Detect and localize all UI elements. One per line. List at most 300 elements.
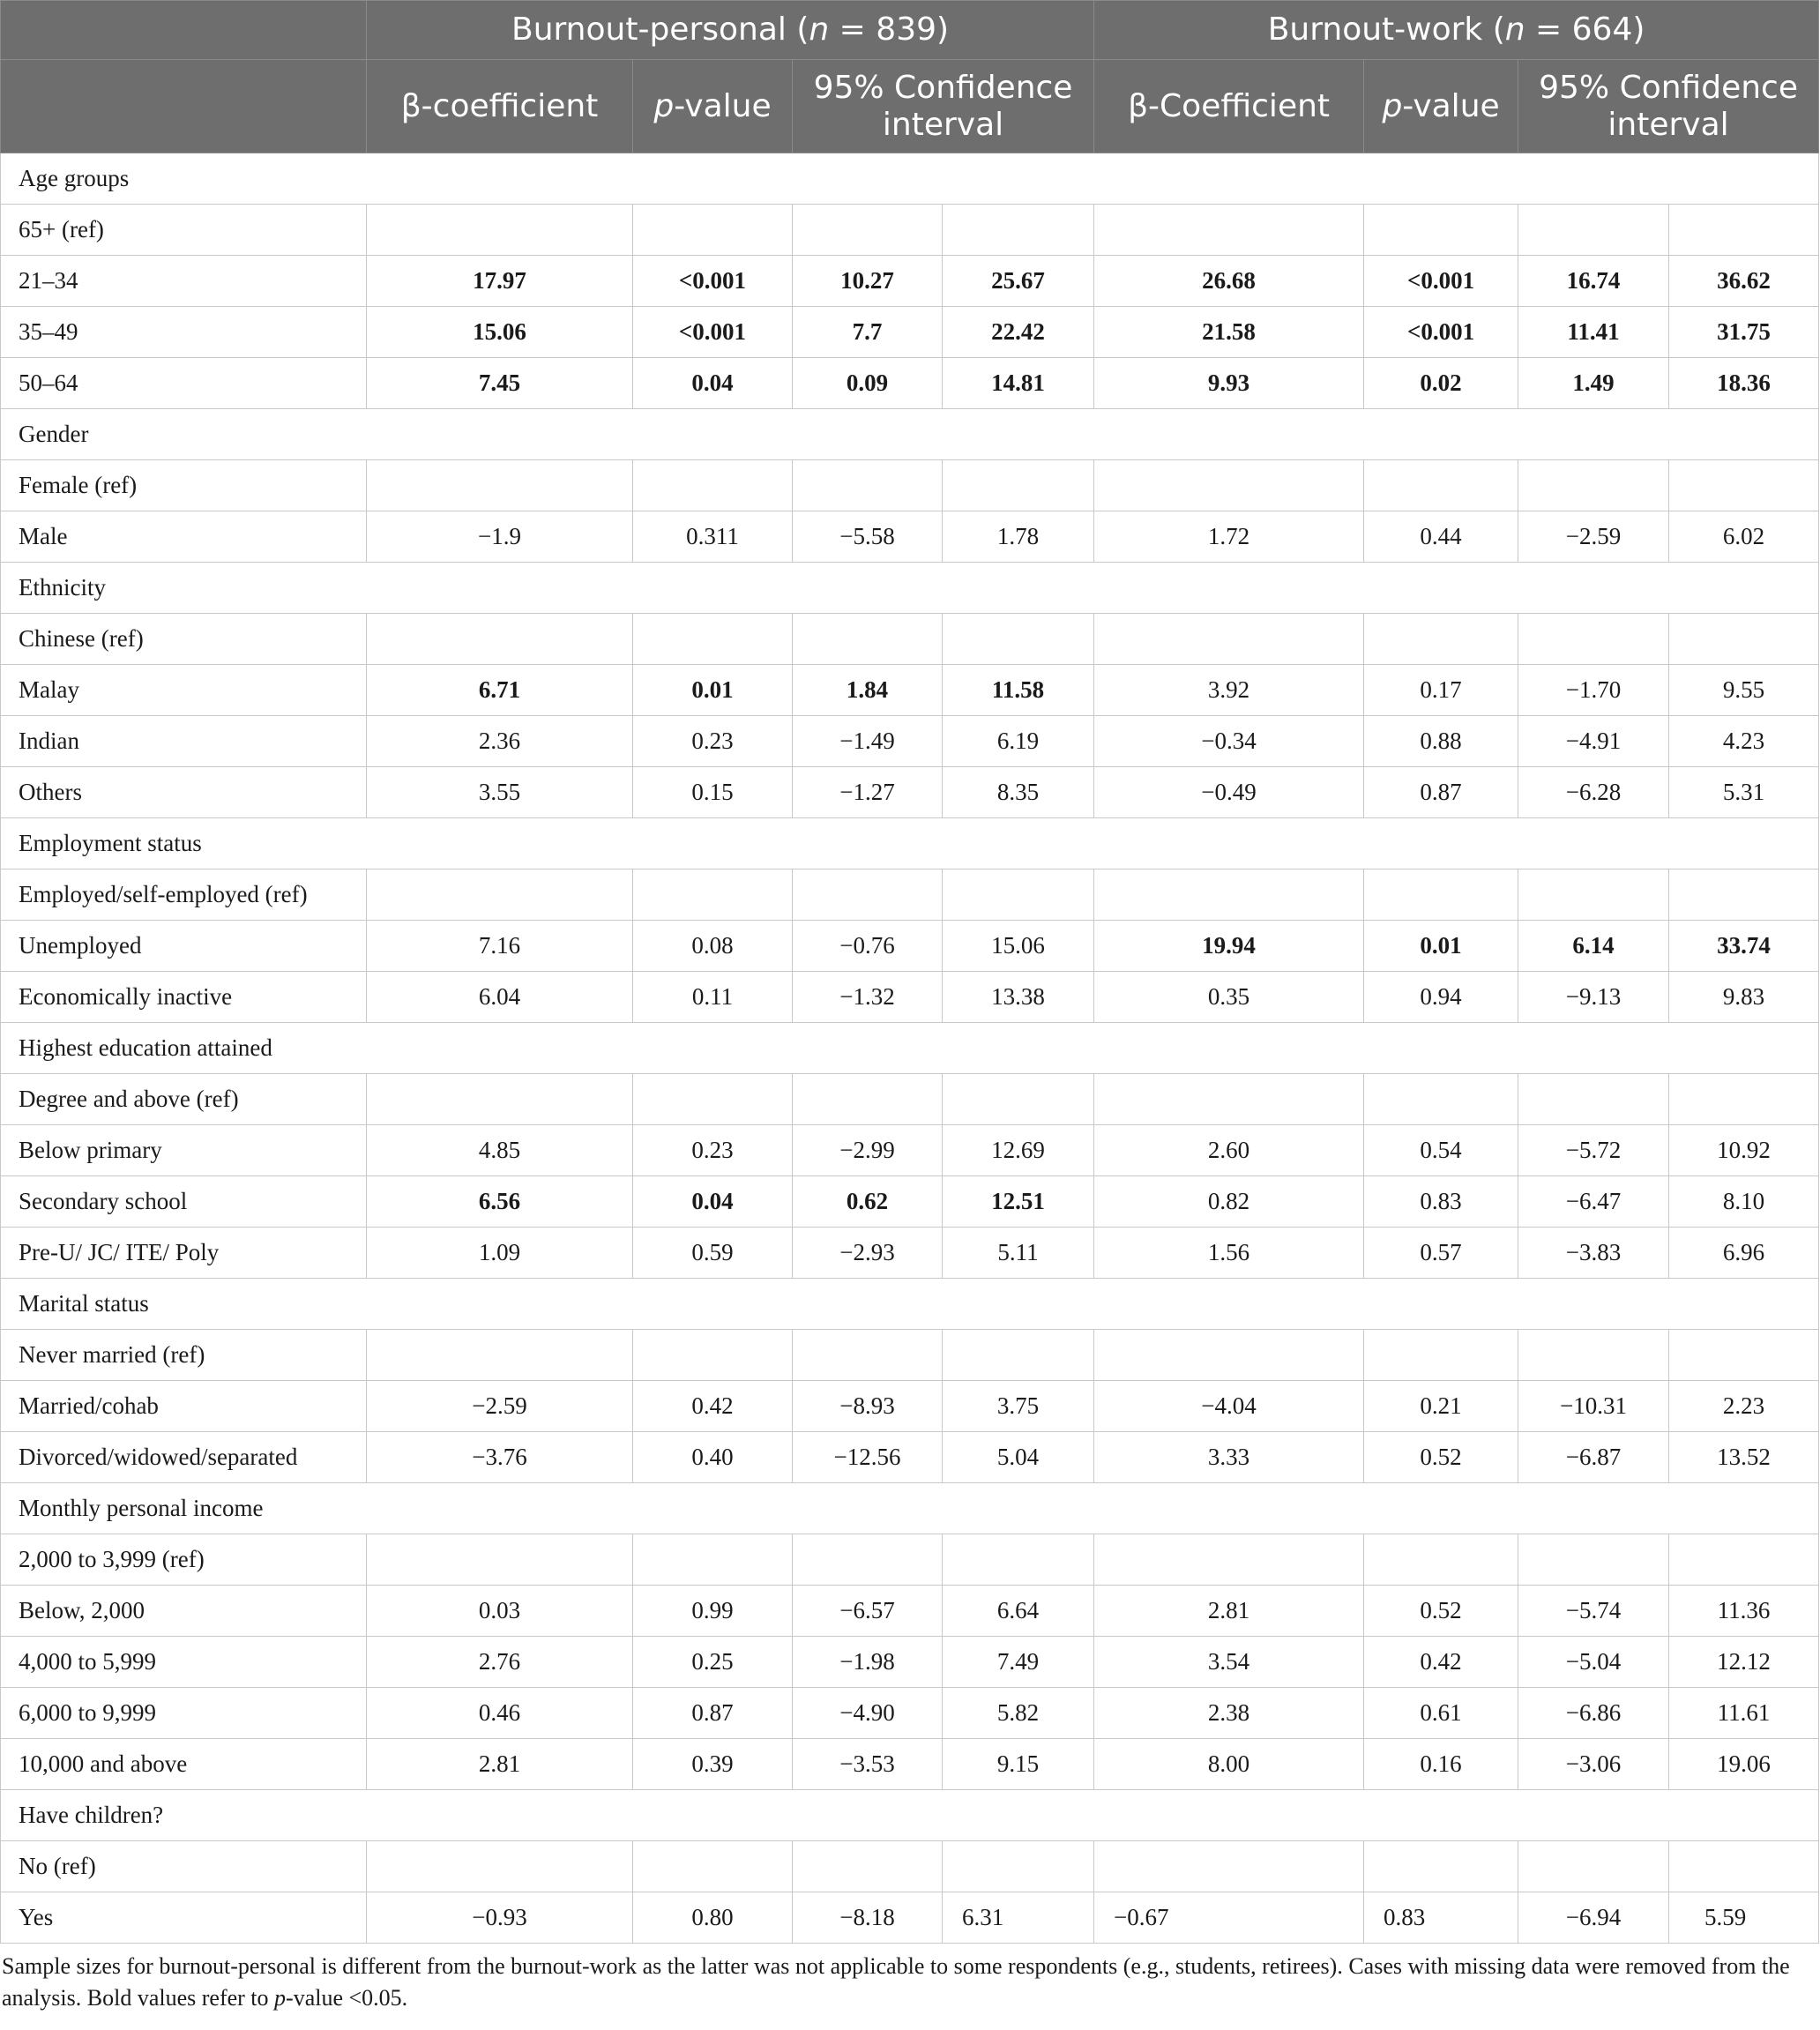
- table-body: [1, 153, 1819, 1944]
- value-cell: −4.04: [1094, 1381, 1364, 1432]
- value-cell: −4.91: [1518, 716, 1669, 767]
- value-cell: [633, 614, 793, 665]
- value-cell: [633, 1841, 793, 1892]
- row-label: Degree and above (ref): [1, 1074, 367, 1125]
- value-cell: 13.52: [1669, 1432, 1819, 1483]
- table-row: [1, 511, 1819, 563]
- value-cell: −0.67: [1094, 1892, 1364, 1944]
- value-cell: 0.40: [633, 1432, 793, 1483]
- value-cell: 10.27: [793, 256, 943, 307]
- value-cell: [1518, 1330, 1669, 1381]
- value-cell: [633, 1534, 793, 1586]
- value-cell: 6.02: [1669, 511, 1819, 563]
- value-cell: −6.87: [1518, 1432, 1669, 1483]
- header-group1-prefix: Burnout-personal (: [511, 11, 809, 48]
- value-cell: 0.17: [1364, 665, 1518, 716]
- row-label: Others: [1, 767, 367, 818]
- value-cell: −3.53: [793, 1739, 943, 1790]
- value-cell: 0.35: [1094, 972, 1364, 1023]
- value-cell: [1364, 614, 1518, 665]
- row-label: Male: [1, 511, 367, 563]
- row-label: Married/cohab: [1, 1381, 367, 1432]
- row-label: Yes: [1, 1892, 367, 1944]
- value-cell: −8.18: [793, 1892, 943, 1944]
- value-cell: −6.86: [1518, 1688, 1669, 1739]
- table-row: [1, 972, 1819, 1023]
- value-cell: −2.93: [793, 1228, 943, 1279]
- value-cell: 1.78: [943, 511, 1094, 563]
- value-cell: 18.36: [1669, 358, 1819, 409]
- value-cell: 0.11: [633, 972, 793, 1023]
- value-cell: [793, 205, 943, 256]
- row-label: 10,000 and above: [1, 1739, 367, 1790]
- value-cell: 0.83: [1364, 1176, 1518, 1228]
- section-row: [1, 1790, 1819, 1841]
- value-cell: 33.74: [1669, 921, 1819, 972]
- value-cell: 16.74: [1518, 256, 1669, 307]
- value-cell: [367, 205, 633, 256]
- value-cell: 0.82: [1094, 1176, 1364, 1228]
- value-cell: [1364, 460, 1518, 511]
- row-label: Female (ref): [1, 460, 367, 511]
- value-cell: <0.001: [1364, 307, 1518, 358]
- value-cell: −3.83: [1518, 1228, 1669, 1279]
- value-cell: <0.001: [633, 307, 793, 358]
- value-cell: −2.99: [793, 1125, 943, 1176]
- value-cell: [1669, 614, 1819, 665]
- value-cell: 2.60: [1094, 1125, 1364, 1176]
- value-cell: 2.38: [1094, 1688, 1364, 1739]
- value-cell: 0.57: [1364, 1228, 1518, 1279]
- row-label: Malay: [1, 665, 367, 716]
- value-cell: 5.31: [1669, 767, 1819, 818]
- row-label: 65+ (ref): [1, 205, 367, 256]
- section-row: [1, 153, 1819, 205]
- value-cell: −6.94: [1518, 1892, 1669, 1944]
- row-label: 2,000 to 3,999 (ref): [1, 1534, 367, 1586]
- value-cell: [367, 869, 633, 921]
- value-cell: −1.98: [793, 1637, 943, 1688]
- section-row: [1, 818, 1819, 869]
- value-cell: 0.04: [633, 358, 793, 409]
- value-cell: 0.54: [1364, 1125, 1518, 1176]
- value-cell: 3.55: [367, 767, 633, 818]
- table-row: [1, 1739, 1819, 1790]
- header-group2-suffix: = 664): [1525, 11, 1645, 48]
- value-cell: 8.00: [1094, 1739, 1364, 1790]
- section-label: Marital status: [1, 1279, 1819, 1330]
- value-cell: 9.93: [1094, 358, 1364, 409]
- value-cell: 6.96: [1669, 1228, 1819, 1279]
- value-cell: [1669, 1534, 1819, 1586]
- row-label: 21–34: [1, 256, 367, 307]
- table-row: [1, 358, 1819, 409]
- value-cell: −3.76: [367, 1432, 633, 1483]
- value-cell: −3.06: [1518, 1739, 1669, 1790]
- row-label: 35–49: [1, 307, 367, 358]
- table-row: [1, 1892, 1819, 1944]
- value-cell: 4.85: [367, 1125, 633, 1176]
- footnote-p-italic: p: [274, 1985, 287, 2011]
- value-cell: [1094, 1841, 1364, 1892]
- value-cell: 4.23: [1669, 716, 1819, 767]
- value-cell: [1669, 1330, 1819, 1381]
- value-cell: 0.88: [1364, 716, 1518, 767]
- table-row: [1, 1688, 1819, 1739]
- value-cell: 0.87: [633, 1688, 793, 1739]
- header-group1-suffix: = 839): [829, 11, 950, 48]
- row-label: 6,000 to 9,999: [1, 1688, 367, 1739]
- value-cell: <0.001: [633, 256, 793, 307]
- table-row: [1, 921, 1819, 972]
- value-cell: [1364, 1330, 1518, 1381]
- value-cell: [633, 869, 793, 921]
- table-row: [1, 1228, 1819, 1279]
- value-cell: [1518, 1841, 1669, 1892]
- header-p-personal: [633, 60, 793, 153]
- value-cell: 8.10: [1669, 1176, 1819, 1228]
- value-cell: 3.92: [1094, 665, 1364, 716]
- value-cell: [367, 1534, 633, 1586]
- row-label: Employed/self-employed (ref): [1, 869, 367, 921]
- header-group2-prefix: Burnout-work (: [1267, 11, 1505, 48]
- value-cell: 2.81: [1094, 1586, 1364, 1637]
- header-empty-cell: [1, 60, 367, 153]
- value-cell: 0.01: [633, 665, 793, 716]
- row-label: Chinese (ref): [1, 614, 367, 665]
- value-cell: −5.58: [793, 511, 943, 563]
- header-p-italic: p: [653, 87, 675, 124]
- value-cell: 2.23: [1669, 1381, 1819, 1432]
- value-cell: 17.97: [367, 256, 633, 307]
- value-cell: −0.34: [1094, 716, 1364, 767]
- value-cell: 6.64: [943, 1586, 1094, 1637]
- footnote-text: Sample sizes for burnout-personal is different from the burnout-work as the latter was not applicable to some respondents (e.g., students, retirees). Cases with missing data were removed from the analysis. Bold values refer to: [2, 1953, 1790, 2011]
- section-row: [1, 1023, 1819, 1074]
- row-label: Below primary: [1, 1125, 367, 1176]
- table-row: [1, 1586, 1819, 1637]
- value-cell: [367, 1074, 633, 1125]
- reference-row: [1, 1074, 1819, 1125]
- value-cell: 22.42: [943, 307, 1094, 358]
- value-cell: 6.31: [943, 1892, 1094, 1944]
- header-p-italic: p: [1382, 87, 1403, 124]
- value-cell: 7.49: [943, 1637, 1094, 1688]
- value-cell: 1.49: [1518, 358, 1669, 409]
- value-cell: [943, 460, 1094, 511]
- value-cell: −4.90: [793, 1688, 943, 1739]
- value-cell: [943, 1841, 1094, 1892]
- value-cell: 11.41: [1518, 307, 1669, 358]
- value-cell: [633, 1330, 793, 1381]
- table-row: [1, 665, 1819, 716]
- value-cell: <0.001: [1364, 256, 1518, 307]
- header-group1-n: n: [809, 11, 830, 48]
- value-cell: 5.04: [943, 1432, 1094, 1483]
- reference-row: [1, 460, 1819, 511]
- value-cell: −2.59: [367, 1381, 633, 1432]
- value-cell: [1364, 1534, 1518, 1586]
- value-cell: 0.16: [1364, 1739, 1518, 1790]
- header-empty-cell: [1, 1, 367, 60]
- table-row: [1, 1432, 1819, 1483]
- value-cell: −6.57: [793, 1586, 943, 1637]
- table-row: [1, 1125, 1819, 1176]
- value-cell: 0.87: [1364, 767, 1518, 818]
- value-cell: 6.04: [367, 972, 633, 1023]
- section-label: Ethnicity: [1, 563, 1819, 614]
- row-label: Below, 2,000: [1, 1586, 367, 1637]
- value-cell: −5.72: [1518, 1125, 1669, 1176]
- value-cell: 5.82: [943, 1688, 1094, 1739]
- value-cell: [367, 1841, 633, 1892]
- value-cell: 19.94: [1094, 921, 1364, 972]
- header-group-row: [1, 1, 1819, 60]
- value-cell: [793, 1534, 943, 1586]
- section-row: [1, 409, 1819, 460]
- value-cell: [1669, 1074, 1819, 1125]
- value-cell: 13.38: [943, 972, 1094, 1023]
- value-cell: 0.42: [633, 1381, 793, 1432]
- row-label: No (ref): [1, 1841, 367, 1892]
- value-cell: 26.68: [1094, 256, 1364, 307]
- value-cell: [793, 1074, 943, 1125]
- value-cell: 0.52: [1364, 1586, 1518, 1637]
- section-label: Gender: [1, 409, 1819, 460]
- value-cell: 0.03: [367, 1586, 633, 1637]
- value-cell: 0.39: [633, 1739, 793, 1790]
- value-cell: 3.33: [1094, 1432, 1364, 1483]
- reference-row: [1, 614, 1819, 665]
- value-cell: [943, 1534, 1094, 1586]
- value-cell: 0.46: [367, 1688, 633, 1739]
- value-cell: [943, 1074, 1094, 1125]
- value-cell: 0.23: [633, 1125, 793, 1176]
- value-cell: −12.56: [793, 1432, 943, 1483]
- value-cell: 1.72: [1094, 511, 1364, 563]
- value-cell: 6.14: [1518, 921, 1669, 972]
- value-cell: 5.11: [943, 1228, 1094, 1279]
- value-cell: [1094, 614, 1364, 665]
- header-ci-personal: 95% Confidence interval: [793, 60, 1094, 153]
- value-cell: [793, 460, 943, 511]
- section-label: Have children?: [1, 1790, 1819, 1841]
- value-cell: 11.61: [1669, 1688, 1819, 1739]
- header-group2-n: n: [1504, 11, 1525, 48]
- row-label: 4,000 to 5,999: [1, 1637, 367, 1688]
- row-label: Unemployed: [1, 921, 367, 972]
- table-row: [1, 1176, 1819, 1228]
- value-cell: [367, 1330, 633, 1381]
- value-cell: 25.67: [943, 256, 1094, 307]
- section-label: Highest education attained: [1, 1023, 1819, 1074]
- value-cell: [1094, 1534, 1364, 1586]
- header-burnout-work: [1094, 1, 1819, 60]
- value-cell: 0.311: [633, 511, 793, 563]
- value-cell: [1094, 460, 1364, 511]
- value-cell: 8.35: [943, 767, 1094, 818]
- value-cell: −1.70: [1518, 665, 1669, 716]
- value-cell: 0.80: [633, 1892, 793, 1944]
- value-cell: 15.06: [367, 307, 633, 358]
- value-cell: [1518, 205, 1669, 256]
- reference-row: [1, 869, 1819, 921]
- header-p-suffix: -value: [1402, 87, 1500, 124]
- value-cell: [1518, 460, 1669, 511]
- value-cell: 0.99: [633, 1586, 793, 1637]
- value-cell: −9.13: [1518, 972, 1669, 1023]
- value-cell: [1094, 1074, 1364, 1125]
- section-label: Employment status: [1, 818, 1819, 869]
- value-cell: 5.59: [1669, 1892, 1819, 1944]
- value-cell: [1094, 205, 1364, 256]
- header-beta-personal: β-coefficient: [367, 60, 633, 153]
- value-cell: −6.47: [1518, 1176, 1669, 1228]
- value-cell: [1094, 869, 1364, 921]
- value-cell: 0.15: [633, 767, 793, 818]
- value-cell: 2.81: [367, 1739, 633, 1790]
- value-cell: [1364, 1074, 1518, 1125]
- row-label: 50–64: [1, 358, 367, 409]
- section-row: [1, 1279, 1819, 1330]
- value-cell: −2.59: [1518, 511, 1669, 563]
- value-cell: [1669, 869, 1819, 921]
- value-cell: 7.45: [367, 358, 633, 409]
- value-cell: [1518, 1534, 1669, 1586]
- value-cell: 11.58: [943, 665, 1094, 716]
- value-cell: 7.16: [367, 921, 633, 972]
- value-cell: −10.31: [1518, 1381, 1669, 1432]
- value-cell: [943, 1330, 1094, 1381]
- value-cell: [1518, 869, 1669, 921]
- table-row: [1, 1381, 1819, 1432]
- value-cell: [1364, 205, 1518, 256]
- table-footnote: [0, 1944, 1818, 2014]
- value-cell: 21.58: [1094, 307, 1364, 358]
- value-cell: 0.04: [633, 1176, 793, 1228]
- value-cell: 0.01: [1364, 921, 1518, 972]
- value-cell: −0.49: [1094, 767, 1364, 818]
- reference-row: [1, 1330, 1819, 1381]
- value-cell: 3.75: [943, 1381, 1094, 1432]
- value-cell: 0.44: [1364, 511, 1518, 563]
- value-cell: 0.08: [633, 921, 793, 972]
- value-cell: [1094, 1330, 1364, 1381]
- value-cell: 6.19: [943, 716, 1094, 767]
- value-cell: [793, 1841, 943, 1892]
- value-cell: [633, 1074, 793, 1125]
- reference-row: [1, 205, 1819, 256]
- value-cell: 9.83: [1669, 972, 1819, 1023]
- value-cell: 0.25: [633, 1637, 793, 1688]
- value-cell: 10.92: [1669, 1125, 1819, 1176]
- header-burnout-personal: [367, 1, 1094, 60]
- value-cell: [367, 614, 633, 665]
- row-label: Economically inactive: [1, 972, 367, 1023]
- value-cell: [1669, 205, 1819, 256]
- value-cell: 11.36: [1669, 1586, 1819, 1637]
- row-label: Indian: [1, 716, 367, 767]
- value-cell: 12.69: [943, 1125, 1094, 1176]
- value-cell: 36.62: [1669, 256, 1819, 307]
- value-cell: 2.76: [367, 1637, 633, 1688]
- table-row: [1, 767, 1819, 818]
- row-label: Never married (ref): [1, 1330, 367, 1381]
- value-cell: [793, 869, 943, 921]
- value-cell: [1669, 1841, 1819, 1892]
- value-cell: −0.76: [793, 921, 943, 972]
- section-label: Monthly personal income: [1, 1483, 1819, 1534]
- reference-row: [1, 1534, 1819, 1586]
- value-cell: −1.32: [793, 972, 943, 1023]
- section-label: Age groups: [1, 153, 1819, 205]
- value-cell: 0.59: [633, 1228, 793, 1279]
- value-cell: 6.71: [367, 665, 633, 716]
- value-cell: 12.12: [1669, 1637, 1819, 1688]
- value-cell: 1.84: [793, 665, 943, 716]
- header-p-suffix: -value: [674, 87, 772, 124]
- value-cell: 0.23: [633, 716, 793, 767]
- row-label: Divorced/widowed/separated: [1, 1432, 367, 1483]
- value-cell: 0.02: [1364, 358, 1518, 409]
- value-cell: −5.74: [1518, 1586, 1669, 1637]
- value-cell: 0.21: [1364, 1381, 1518, 1432]
- value-cell: 0.42: [1364, 1637, 1518, 1688]
- value-cell: [633, 205, 793, 256]
- table-row: [1, 1637, 1819, 1688]
- value-cell: [367, 460, 633, 511]
- section-row: [1, 563, 1819, 614]
- value-cell: −1.27: [793, 767, 943, 818]
- value-cell: 0.61: [1364, 1688, 1518, 1739]
- value-cell: 19.06: [1669, 1739, 1819, 1790]
- header-p-work: [1364, 60, 1518, 153]
- row-label: Pre-U/ JC/ ITE/ Poly: [1, 1228, 367, 1279]
- value-cell: −0.93: [367, 1892, 633, 1944]
- value-cell: 9.55: [1669, 665, 1819, 716]
- value-cell: [943, 869, 1094, 921]
- value-cell: 2.36: [367, 716, 633, 767]
- header-beta-work: β-Coefficient: [1094, 60, 1364, 153]
- value-cell: [793, 614, 943, 665]
- value-cell: 6.56: [367, 1176, 633, 1228]
- footnote-text-end: -value <0.05.: [286, 1985, 408, 2011]
- value-cell: 14.81: [943, 358, 1094, 409]
- value-cell: −1.49: [793, 716, 943, 767]
- value-cell: [1364, 869, 1518, 921]
- value-cell: [943, 614, 1094, 665]
- value-cell: −6.28: [1518, 767, 1669, 818]
- value-cell: 9.15: [943, 1739, 1094, 1790]
- value-cell: −8.93: [793, 1381, 943, 1432]
- value-cell: 0.09: [793, 358, 943, 409]
- value-cell: [793, 1330, 943, 1381]
- value-cell: 15.06: [943, 921, 1094, 972]
- header-ci-work: 95% Confidence interval: [1518, 60, 1819, 153]
- value-cell: 12.51: [943, 1176, 1094, 1228]
- value-cell: [633, 460, 793, 511]
- value-cell: 0.94: [1364, 972, 1518, 1023]
- value-cell: [1518, 1074, 1669, 1125]
- value-cell: 0.52: [1364, 1432, 1518, 1483]
- value-cell: 31.75: [1669, 307, 1819, 358]
- table-row: [1, 716, 1819, 767]
- value-cell: 1.56: [1094, 1228, 1364, 1279]
- value-cell: 7.7: [793, 307, 943, 358]
- value-cell: 0.83: [1364, 1892, 1518, 1944]
- row-label: Secondary school: [1, 1176, 367, 1228]
- value-cell: 1.09: [367, 1228, 633, 1279]
